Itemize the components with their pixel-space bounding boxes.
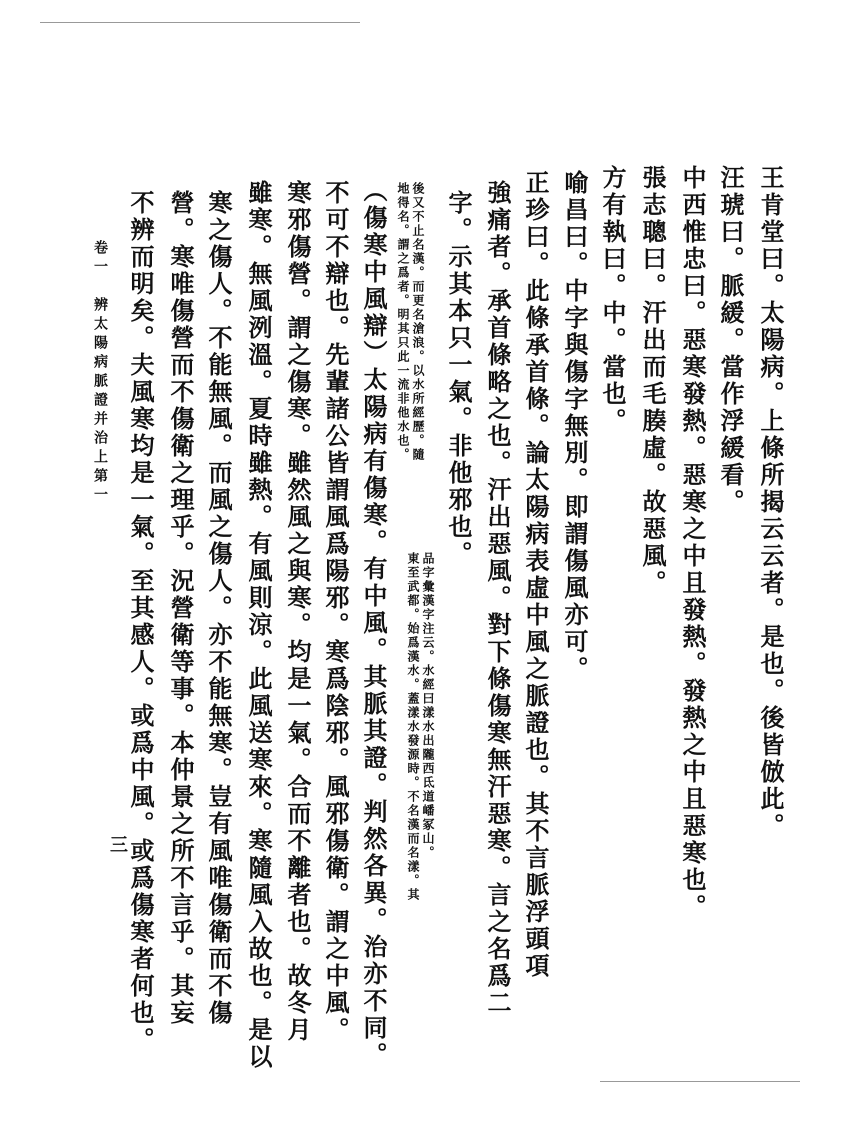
annotation-note: 後又不止名漢。而更名滄浪。以水所經歷。隨 [411,182,425,462]
text-column: 營。寒唯傷營而不傷衛之理乎。況營衛等事。本仲景之所不言乎。其妄 [166,190,195,1027]
text-column: 強痛者。承首條略之也。汗出惡風。對下條傷寒無汗惡寒。言之名爲二 [483,180,512,1017]
text-column: 寒之傷人。不能無風。而風之傷人。亦不能無寒。豈有風唯傷衛而不傷 [204,190,233,1027]
running-footer: 卷一 辨太陽病脈證并治上第一 [92,240,108,506]
scan-edge-top [40,22,360,23]
annotation-note: 東至武都。始爲漢水。蓋漾水發源時。不名漢而名漾。其 [406,552,420,902]
text-column: 中西惟忠曰。惡寒發熱。惡寒之中且發熱。發熱之中且惡寒也。 [678,165,707,921]
text-column: 寒邪傷營。謂之傷寒。雖然風之與寒。均是一氣。合而不離者也。故冬月 [283,180,312,1044]
text-column: 雖寒。無風洌溫。夏時雖熱。有風則涼。此風送寒來。寒隨風入故也。是以 [244,180,273,1071]
page-number: 三 [107,835,128,853]
text-column: 字。示其本只一氣。非他邪也。 [444,190,473,568]
text-column: 正珍曰。此條承首條。論太陽病表虛中風之脈證也。其不言脈浮頭項 [521,170,550,980]
annotation-note: 地得名。謂之爲者。明其只此一流非他水也。 [396,182,410,462]
text-column: （傷寒中風辯）太陽病有傷寒。有中風。其脈其證。判然各異。治亦不同。 [359,178,388,1069]
text-column: 方有執曰。中。當也。 [598,165,627,435]
text-column: 王肯堂曰。太陽病。上條所揭云云者。是也。後皆倣此。 [756,165,785,840]
scan-edge-bottom [600,1081,800,1082]
text-column: 張志聰曰。汗出而毛腠虛。故惡風。 [638,165,667,597]
annotation-note: 品字彙漢字注云。水經曰漾水出隴西氐道嶓冢山。 [421,552,435,860]
text-column: 喻昌曰。中字與傷字無別。即謂傷風亦可。 [560,170,589,683]
text-column: 不辨而明矣。夫風寒均是一氣。至其感人。或爲中風。或爲傷寒者何也。 [126,190,155,1054]
text-column: 不可不辯也。先輩諸公皆謂風爲陽邪。寒爲陰邪。風邪傷衛。謂之中風。 [321,180,350,1044]
text-column: 汪琥曰。脈緩。當作浮緩看。 [716,165,745,516]
